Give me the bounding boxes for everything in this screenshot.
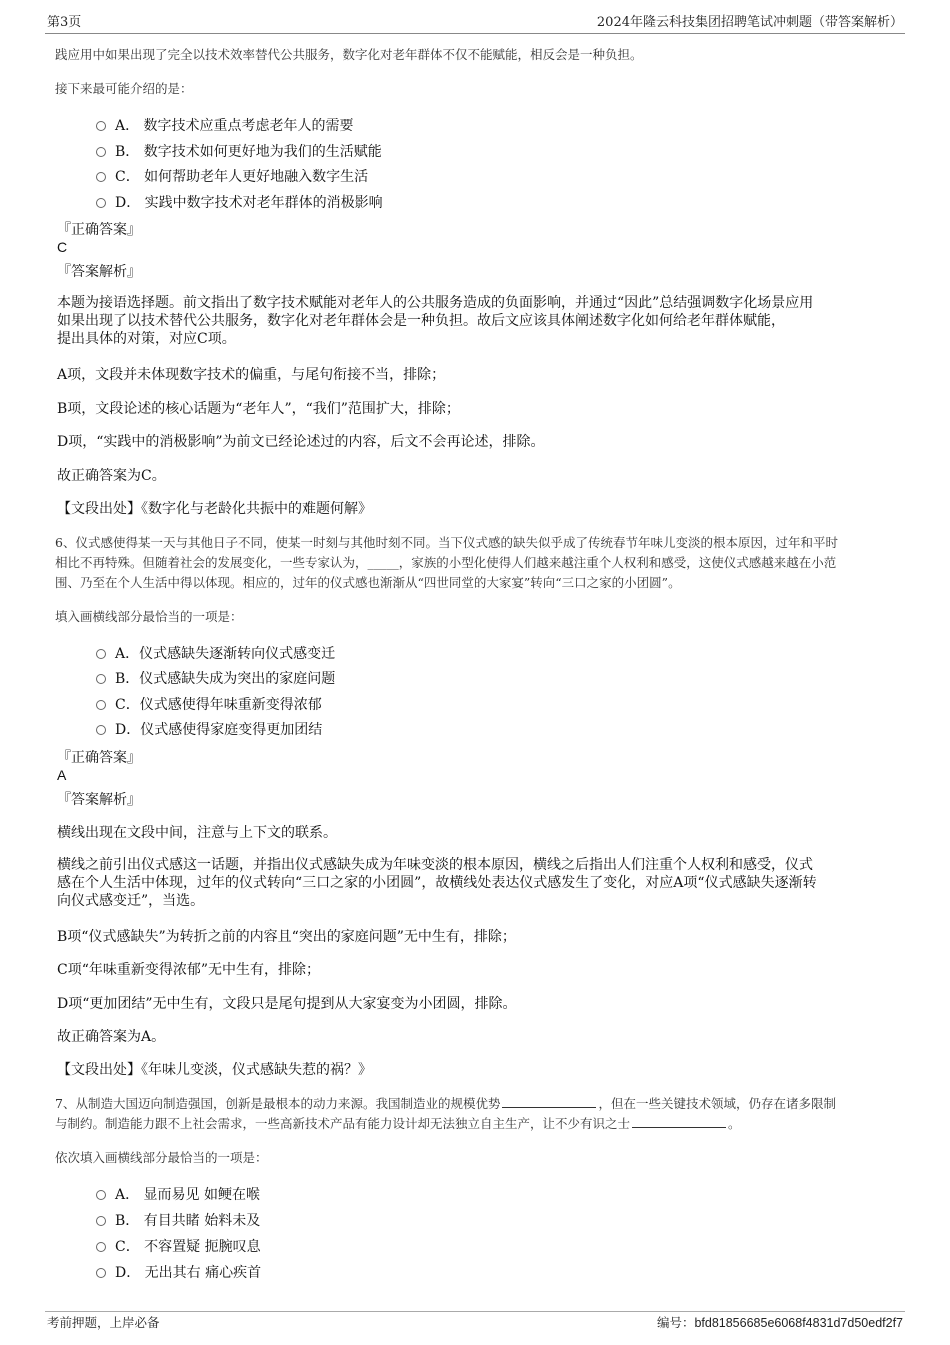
radio-icon[interactable] xyxy=(96,147,106,157)
q5-conclusion: 故正确答案为C。 xyxy=(57,468,166,484)
q7-option-c[interactable]: C． 不容置疑 扼腕叹息 xyxy=(96,1236,261,1256)
q7-option-d[interactable]: D． 无出其右 痛心疾首 xyxy=(96,1262,261,1282)
q5-option-d[interactable]: D． 实践中数字技术对老年群体的消极影响 xyxy=(96,192,383,212)
radio-icon[interactable] xyxy=(96,1242,106,1252)
q5-stem-tail: 践应用中如果出现了完全以技术效率替代公共服务，数字化对老年群体不仅不能赋能，相反会是一种负担。 xyxy=(55,47,643,62)
q6-answer-label: 『正确答案』 xyxy=(57,750,141,766)
q5-analysis: 本题为接语选择题。前文指出了数字技术赋能对老年人的公共服务造成的负面影响，并通过“因此”总结强调数字化场景应用 如果出现了以技术替代公共服务，数字化对老年群体会是一种负担。故后文应该具体阐述数字化如何给老年群体赋能， 提出具体的对策，对应C项。 xyxy=(57,295,814,347)
q6-note-c: C项“年味重新变得浓郁”无中生有，排除； xyxy=(57,962,321,978)
q6-option-b[interactable]: B．仪式感缺失成为突出的家庭问题 xyxy=(96,668,335,688)
q5-note-a: A项，文段并未体现数字技术的偏重，与尾句衔接不当，排除； xyxy=(57,367,446,383)
q6-analysis-label: 『答案解析』 xyxy=(57,792,141,808)
q7-stem-line-1: 7、从制造大国迈向制造强国，创新是最根本的动力来源。我国制造业的规模优势 ，但在一些关键技术领域，仍存在诸多限制 xyxy=(55,1096,836,1111)
q6-source: 【文段出处】《年味儿变淡，仪式感缺失惹的祸？》 xyxy=(57,1062,372,1078)
q5-prompt: 接下来最可能介绍的是： xyxy=(55,81,193,96)
page-number: 第3页 xyxy=(47,15,82,30)
document-title: 2024年隆云科技集团招聘笔试冲刺题（带答案解析） xyxy=(596,15,903,30)
radio-icon[interactable] xyxy=(96,172,106,182)
q6-stem: 6、仪式感使得某一天与其他日子不同，使某一时刻与其他时刻不同。当下仪式感的缺失似乎成了传统春节年味儿变淡的根本原因，过年和平时 相比不再特殊。但随着社会的发展变化，一些专家认为，_____，家族的小型化使得人们越来越注重个人权利和感受，这使仪式感越来越在小范 围、乃至在个人生活中得以体现。相应的，过年的仪式感也渐渐从“四世同堂的大家宴”转向“三口之家的小团圆”。 xyxy=(55,535,838,590)
q5-option-a[interactable]: A． 数字技术应重点考虑老年人的需要 xyxy=(96,115,354,135)
q7-stem-line-2: 与制约。制造能力跟不上社会需求，一些高新技术产品有能力设计却无法独立自主生产，让不少有识之士 。 xyxy=(55,1116,741,1131)
q5-analysis-label: 『答案解析』 xyxy=(57,264,141,280)
q7-prompt: 依次填入画横线部分最恰当的一项是： xyxy=(55,1150,268,1165)
page-header xyxy=(45,13,905,34)
q6-analysis-first: 横线出现在文段中间，注意与上下文的联系。 xyxy=(57,825,337,841)
radio-icon[interactable] xyxy=(96,674,106,684)
q5-option-c[interactable]: C． 如何帮助老年人更好地融入数字生活 xyxy=(96,166,368,186)
q6-option-c[interactable]: C．仪式感使得年味重新变得浓郁 xyxy=(96,694,322,714)
radio-icon[interactable] xyxy=(96,725,106,735)
radio-icon[interactable] xyxy=(96,1268,106,1278)
q7-option-a[interactable]: A． 显而易见 如鲠在喉 xyxy=(96,1184,260,1204)
q6-conclusion: 故正确答案为A。 xyxy=(57,1029,166,1045)
footer-slogan: 考前押题，上岸必备 xyxy=(47,1315,160,1330)
q7-blank-2 xyxy=(632,1115,726,1128)
q6-option-d[interactable]: D．仪式感使得家庭变得更加团结 xyxy=(96,719,322,739)
radio-icon[interactable] xyxy=(96,121,106,131)
q5-answer-label: 『正确答案』 xyxy=(57,222,141,238)
q5-note-b: B项，文段论述的核心话题为“老年人”，“我们”范围扩大，排除； xyxy=(57,401,460,417)
q5-option-b[interactable]: B． 数字技术如何更好地为我们的生活赋能 xyxy=(96,141,382,161)
q7-option-b[interactable]: B． 有目共睹 始料未及 xyxy=(96,1210,260,1230)
q5-note-d: D项，“实践中的消极影响”为前文已经论述过的内容，后文不会再论述，排除。 xyxy=(57,434,545,450)
radio-icon[interactable] xyxy=(96,649,106,659)
radio-icon[interactable] xyxy=(96,700,106,710)
footer-code: 编号：bfd81856685e6068f4831d7d50edf2f7 xyxy=(656,1316,903,1330)
page-footer xyxy=(45,1311,905,1334)
q6-analysis: 横线之前引出仪式感这一话题，并指出仪式感缺失成为年味变淡的根本原因，横线之后指出人们注重个人权利和感受，仪式 感在个人生活中体现，过年的仪式转向“三口之家的小团圆”，故横线处表达仪式感发生了变化，对应A项“仪式感缺失逐渐转 向仪式感变迁”，当选。 xyxy=(57,857,817,909)
q6-answer: A xyxy=(57,767,67,783)
q6-prompt: 填入画横线部分最恰当的一项是： xyxy=(55,609,243,624)
q6-note-b: B项“仪式感缺失”为转折之前的内容且“突出的家庭问题”无中生有，排除； xyxy=(57,929,516,945)
q7-blank-1 xyxy=(502,1095,596,1108)
radio-icon[interactable] xyxy=(96,1190,106,1200)
q5-source: 【文段出处】《数字化与老龄化共振中的难题何解》 xyxy=(57,501,372,517)
q6-note-d: D项“更加团结”无中生有，文段只是尾句提到从大家宴变为小团圆，排除。 xyxy=(57,996,517,1012)
radio-icon[interactable] xyxy=(96,1216,106,1226)
q5-answer: C xyxy=(57,239,68,255)
radio-icon[interactable] xyxy=(96,198,106,208)
q6-option-a[interactable]: A．仪式感缺失逐渐转向仪式感变迁 xyxy=(96,643,335,663)
